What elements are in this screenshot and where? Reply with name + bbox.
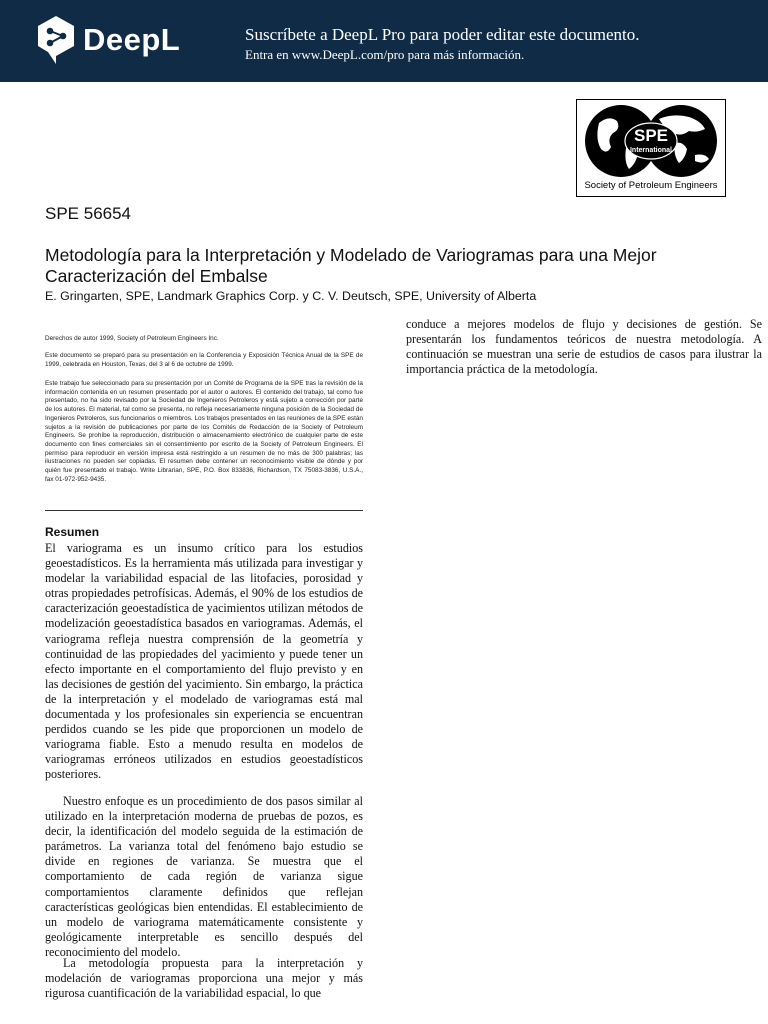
copyright-disclaimer: Este trabajo fue seleccionado para su presentación por un Comité de Programa de la SPE tras la revisión de la información contenida en un resumen presentado por el autor o autores. El contenido del trabajo, tal como fue presentado, no ha sido revisado por la Sociedad de Ingenieros Petroleros y está sujeto a corrección por parte de los autores. El material, tal como se presenta, no refleja necesariamente ninguna posición de la Sociedad de Ingenieros Petroleros, sus funcionarios o miembros. Los trabajos presentados en las reuniones de la SPE están sujetos a la revisión de publicaciones por parte de los Comités de Redacción de la Society of Petroleum Engineers. Se prohíbe la reproducción, distribución o almacenamiento electrónico de cualquier parte de este documento con fines comerciales sin el consentimiento por escrito de la Society of Petroleum Engineers. El permiso para reproducir en versión impresa está restringido a un resumen de no más de 300 palabras; las ilustraciones no pueden ser copiadas. El resumen debe contener un reconocimiento visible de dónde y por quién fue presentado el trabajo. Write Librarian, SPE, P.O. Box 833836, Richardson, TX 75083-3836, U.S.A., fax 01-972-952-9435. (45, 380, 363, 483)
deepl-logo-text: DeepL (83, 22, 181, 57)
abstract-paragraph-2: Nuestro enfoque es un procedimiento de dos pasos similar al utilizado en la interpretación moderna de pruebas de pozos, es decir, la identificación del modelo seguida de la estimación de parámetros. La varianza total del fenómeno bajo estudio se divide en regiones de varianza. Se muestra que el comportamiento de cada región de varianza sigue comportamientos claramente definidos que reflejan características geológicas bien entendidas. El establecimiento de un modelo de variograma matemáticamente consistente y geológicamente interpretable es sencillo después del reconocimiento del modelo. (45, 794, 363, 959)
abstract-paragraph-3-continued: conduce a mejores modelos de flujo y decisiones de gestión. Se presentarán los fundamentos teóricos de nuestra metodología. A continuación se muestran una serie de estudios de casos para ilustrar la importancia práctica de la metodología. (406, 317, 762, 377)
globe-icon (581, 103, 721, 179)
promo-subtitle[interactable]: Entra en www.DeepL.com/pro para más información. (245, 47, 525, 62)
spe-logo (576, 99, 726, 197)
divider (45, 510, 363, 511)
abstract-paragraph-1: El variograma es un insumo crítico para los estudios geoestadísticos. Es la herramienta más utilizada para investigar y modelar la variabilidad espacial de las litofacies, porosidad y otras propiedades petrofísicas. Además, el 90% de los estudios de caracterización geoestadística de yacimientos utilizan métodos de modelización geoestadística basados en variogramas. Además, el variograma refleja nuestra comprensión de la geometría y continuidad de las propiedades del yacimiento y puede tener un efecto importante en el comportamiento del flujo previsto y en las decisiones de gestión del yacimiento. Sin embargo, la práctica de la interpretación y el modelado de variogramas está mal documentada y los profesionales sin experiencia se encuentran perdidos cuando se les pide que proporcionen un modelo de variograma fiable. Esto a menudo resulta en modelos de variogramas erróneos utilizados en estudios geoestadísticos posteriores. (45, 541, 363, 782)
paper-authors: E. Gringarten, SPE, Landmark Graphics Corp. y C. V. Deutsch, SPE, University of Alberta (45, 289, 537, 303)
deepl-promo-banner[interactable] (0, 0, 768, 82)
spe-tagline: Society of Petroleum Engineers (584, 180, 718, 191)
paper-title: Metodología para la Interpretación y Modelado de Variogramas para una Mejor Caracterización del Embalse (45, 245, 657, 286)
conference-note: Este documento se preparó para su presentación en la Conferencia y Exposición Técnica Anual de la SPE de 1999, celebrada en Houston, Texas, del 3 al 6 de octubre de 1999. (45, 352, 363, 368)
abstract-paragraph-3: La metodología propuesta para la interpretación y modelación de variogramas proporciona una mejor y más rigurosa cuantificación de la variabilidad espacial, lo que (45, 956, 363, 1001)
promo-title[interactable]: Suscríbete a DeepL Pro para poder editar este documento. (245, 25, 640, 44)
copyright-line: Derechos de autor 1999, Society of Petroleum Engineers Inc. (45, 335, 219, 342)
paper-number: SPE 56654 (45, 204, 132, 223)
deepl-logo[interactable] (36, 15, 186, 67)
spe-emblem-subtext: International (629, 147, 673, 154)
abstract-heading: Resumen (45, 525, 100, 539)
spe-emblem-text: SPE (633, 126, 669, 145)
deepl-logo-icon (36, 15, 76, 65)
